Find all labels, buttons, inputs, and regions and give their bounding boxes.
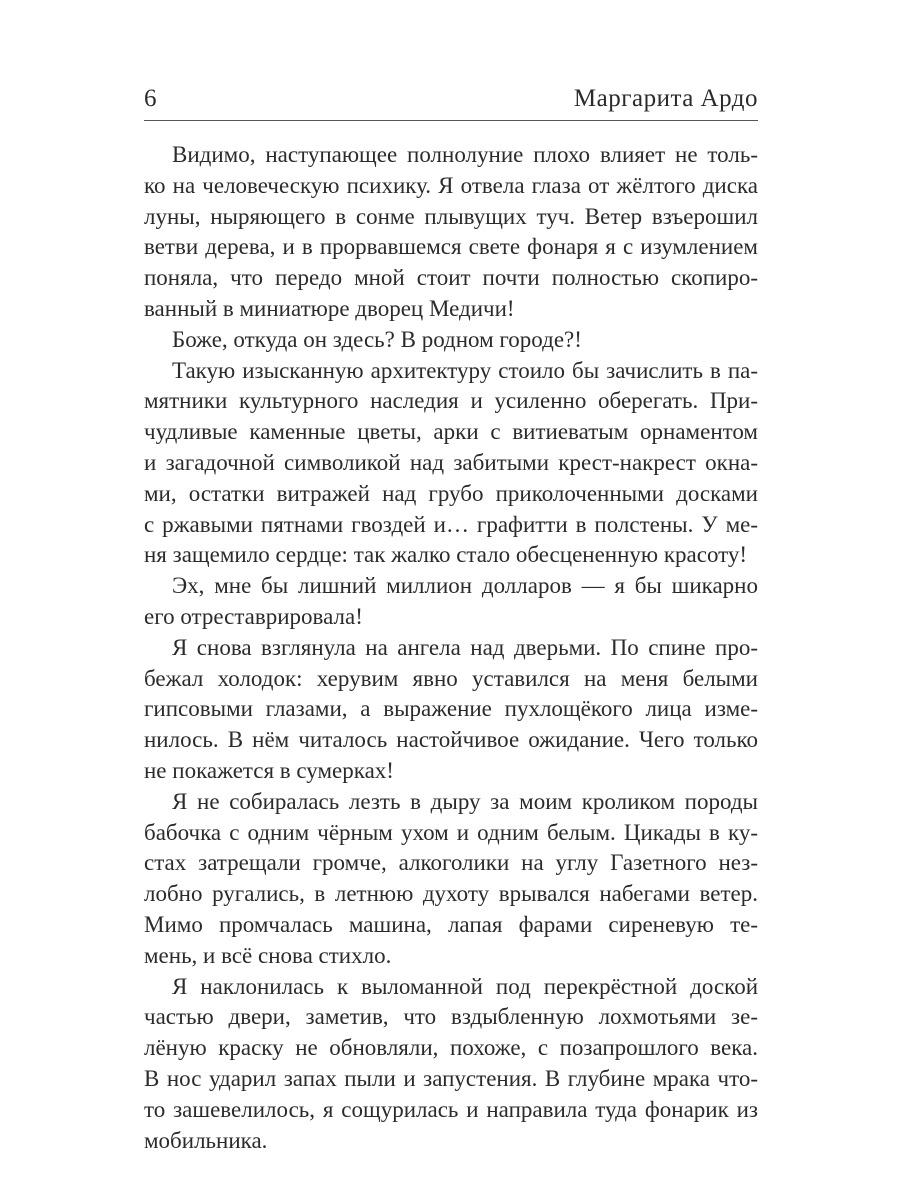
paragraph xyxy=(144,972,758,1157)
text-line: и загадочной символикой над забитыми крест-накрест окна- xyxy=(144,449,758,475)
paragraph xyxy=(144,140,758,325)
text-line: с ржавыми пятнами гвоздей и… графитти в полстены. У ме- xyxy=(144,511,758,537)
text-line: Эх, мне бы лишний миллион долларов — я бы шикарно xyxy=(172,573,758,599)
paragraph xyxy=(144,571,758,633)
body-text xyxy=(144,140,758,1156)
text-line: нилось. В нём читалось настойчивое ожидание. Чего только xyxy=(144,727,758,753)
text-line: ми, остатки витражей над грубо приколоченными досками xyxy=(144,480,758,506)
text-line: Такую изысканную архитектуру стоило бы зачислить в па- xyxy=(172,357,758,383)
text-line: лёную краску не обновляли, похоже, с позапрошлого века. xyxy=(144,1035,758,1061)
text-line: Мимо промчалась машина, лапая фарами сиреневую те- xyxy=(144,911,758,937)
paragraph xyxy=(144,787,758,972)
text-line: бабочка с одним чёрным ухом и одним белым. Цикады в ку- xyxy=(144,819,758,845)
text-line: ко на человеческую психику. Я отвела глаза от жёлтого диска xyxy=(144,172,758,198)
text-line: то зашевелилось, я сощурилась и направила туда фонарик из xyxy=(144,1096,758,1122)
text-line: гипсовыми глазами, а выражение пухлощёкого лица изме- xyxy=(144,696,758,722)
text-line: мятники культурного наследия и усиленно оберегать. При- xyxy=(144,388,758,414)
text-line: мень, и всё снова стихло. xyxy=(144,942,392,968)
text-line: частью двери, заметив, что вздыбленную лохмотьями зе- xyxy=(144,1004,758,1030)
text-line: ветви дерева, и в прорвавшемся свете фонаря я с изумлением xyxy=(144,234,758,260)
text-line: стах затрещали громче, алкоголики на углу Газетного нез- xyxy=(144,850,758,876)
text-line: ня защемило сердце: так жалко стало обесцененную красоту! xyxy=(144,542,748,568)
text-line: чудливые каменные цветы, арки с витиеватым орнаментом xyxy=(144,419,758,445)
text-line: Видимо, наступающее полнолуние плохо влияет не толь- xyxy=(172,142,758,167)
text-line: луны, ныряющего в сонме плывущих туч. Ветер взъерошил xyxy=(144,203,758,229)
author-name: Маргарита Ардо xyxy=(573,85,758,112)
text-line: мобильника. xyxy=(144,1127,268,1153)
paragraph xyxy=(144,356,758,572)
running-header xyxy=(144,84,758,121)
text-line: поняла, что передо мной стоит почти полностью скопиро- xyxy=(144,265,758,291)
text-line: Я наклонилась к выломанной под перекрёстной доской xyxy=(172,973,758,999)
paragraph xyxy=(144,325,758,356)
text-line: Я не собиралась лезть в дыру за моим кроликом породы xyxy=(172,788,758,814)
text-line: не покажется в сумерках! xyxy=(144,757,394,783)
page-number: 6 xyxy=(144,85,157,112)
text-line: лобно ругались, в летнюю духоту врывался набегами ветер. xyxy=(144,881,758,907)
text-line: В нос ударил запах пыли и запустения. В глубине мрака что- xyxy=(144,1065,758,1091)
text-line: Я снова взглянула на ангела над дверьми. По спине про- xyxy=(172,634,758,660)
text-line: Боже, откуда он здесь? В родном городе?! xyxy=(172,326,582,352)
paragraph xyxy=(144,633,758,787)
text-line: ванный в миниатюре дворец Медичи! xyxy=(144,295,515,321)
text-line: его отреставрировала! xyxy=(144,603,363,629)
text-line: бежал холодок: херувим явно уставился на меня белыми xyxy=(144,665,758,691)
